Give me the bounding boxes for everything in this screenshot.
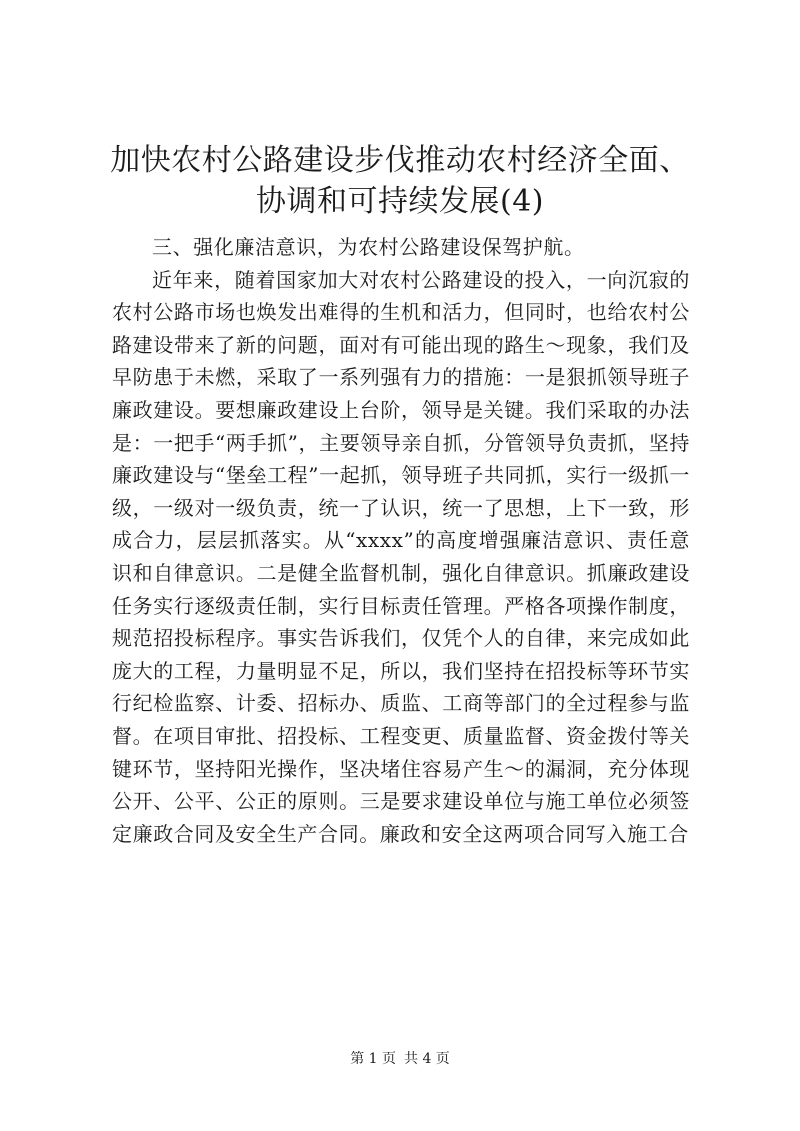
section-heading-paragraph: 三、强化廉洁意识，为农村公路建设保驾护航。 bbox=[152, 235, 585, 259]
body-paragraph: 近年来，随着国家加大对农村公路建设的投入，一向沉寂的农村公路市场也焕发出难得的生机和活力，但同时，也给农村公路建设带来了新的问题，面对有可能出现的路生～现象，我们及早防患于未燃，采取了一系列强有力的措施：一是狠抓领导班子廉政建设。要想廉政建设上台阶，领导是关键。我们采取的办法是：一把手“两手抓”，主要领导亲自抓，分管领导负责抓，坚持廉政建设与“堡垒工程”一起抓，领导班子共同抓，实行一级抓一级，一级对一级负责，统一了认识，统一了思想，上下一致，形成合力，层层抓落实。从“xxxx”的高度增强廉洁意识、责任意识和自律意识。二是健全监督机制，强化自律意识。抓廉政建设任务实行逐级责任制，实行目标责任管理。严格各项操作制度，规范招投标程序。事实告诉我们，仅凭个人的自律，来完成如此庞大的工程，力量明显不足，所以，我们坚持在招投标等环节实行纪检监察、计委、招标办、质监、工商等部门的全过程参与监督。在项目审批、招投标、工程变更、质量监督、资金拨付等关键环节，坚持阳光操作，坚决堵住容易产生～的漏洞，充分体现公开、公平、公正的原则。三是要求建设单位与施工单位必须签定廉政合同及安全生产合同。廉政和安全这两项合同写入施工合 bbox=[112, 267, 690, 846]
page-footer bbox=[0, 1050, 800, 1068]
page-total: 共 4 页 bbox=[404, 1051, 450, 1067]
page-number: 第 1 页 bbox=[350, 1051, 396, 1067]
document-body bbox=[112, 231, 690, 850]
document-title: 加快农村公路建设步伐推动农村经济全面、协调和可持续发展(4) bbox=[110, 143, 690, 219]
